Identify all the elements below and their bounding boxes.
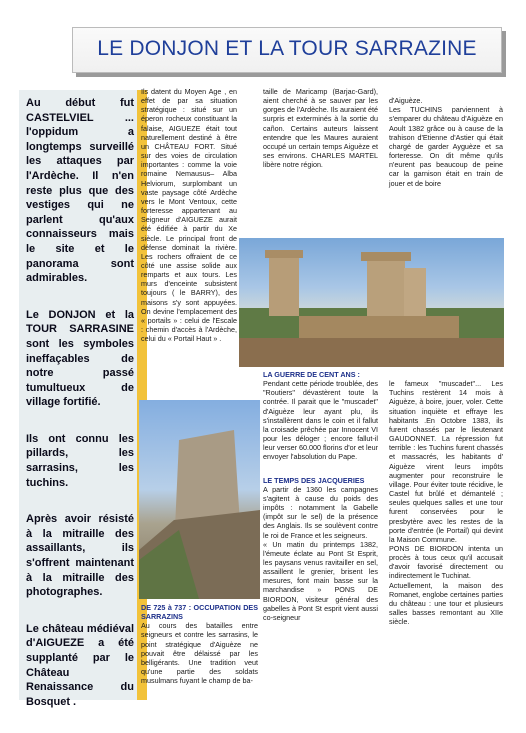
- page-title: LE DONJON ET LA TOUR SARRAZINE: [97, 37, 477, 60]
- occupation-text: Au cours des batailles entre seigneurs et contre les sarrasins, le point stratégique d'Aiguèze ne pouvait être délaissé par les belligérants. Une tradition veut qu'une partie des soldats musulmans fuyant le champ de ba-: [141, 621, 258, 686]
- column-2-top-text: taille de Maricamp (Barjac-Gard), aient cherché à se sauver par les gorges de l'Ardèche. Ils auraient été surpris et exterminés à la sortie du cañon. Certains auteurs laissent entendre que les Maures auraient occupé un certain temps Aiguèze et ses environs. CHARLES MARTEL libère notre région.: [263, 87, 378, 170]
- sidebar-paragraph: Ils ont connu les pillards, les sarrasins, les tuchins.: [26, 432, 134, 489]
- sidebar-paragraph: Après avoir résisté à la mitraille des assaillants, ils s'offrent maintenant à la mitraille des photographes.: [26, 513, 134, 599]
- tower-photo: [139, 400, 260, 599]
- guerre-section: [263, 370, 378, 622]
- castle-photo: [239, 238, 504, 367]
- jacqueries-heading: LE TEMPS DES JACQUERIES: [263, 475, 365, 485]
- title-banner: [72, 27, 502, 73]
- column-1: [141, 87, 237, 343]
- sidebar: [19, 90, 147, 708]
- column-3-top: [389, 87, 503, 197]
- occupation-heading: DE 725 à 737 : OCCUPATION DES SARRAZINS: [141, 603, 258, 622]
- column-3-bottom-text: le fameux "muscadet"... Les Tuchins restèrent 14 mois à Aiguèze, à boire, jouer, voler. Cette situation inquiète et effraye les habitants .En Octobre 1383, ils furent chassés par le lieutenant GAUDONNET. La répression fut terrible : les Tuchins furent chassés et massacrés, les habitants d' Aiguèze virent leurs impôts augmenter pour reconstruire le village. Pour éviter toute récidive, le Castel fut brûlé et démantelé ; seules quelques salles et une tour furent conservées pour le presbytère avec les restes de la porte d'entrée (le Portail) qui devint la Maison Commune. PONS DE BIORDON intenta un procès à tous ceux qu'il accusait d'avoir favorisé directement ou indirectement le Tuchinat. Actuellement, la maison des Romanet, englobe certaines parties du château : une tour et plusieurs salles basses remontant au XIIe siècle.: [389, 379, 503, 627]
- column-2-top: [263, 87, 378, 169]
- sidebar-paragraph: Le château médiéval d'AIGUEZE a été supplanté par le Château Renaissance du Bosquet .: [26, 622, 134, 708]
- sidebar-paragraph: Au début fut CASTELVIEL ... l'oppidum a longtemps surveillé les attaques par l'Ardèche. Il n'en reste plus que des vestiges qui ne parlent qu'aux connaisseurs mais le site et le panorama sont admirables.: [26, 97, 134, 285]
- guerre-heading: LA GUERRE DE CENT ANS :: [263, 370, 360, 379]
- sidebar-paragraph: Le DONJON et la TOUR SARRASINE sont les symboles ineffaçables de notre passé tumultueux de village fortifié.: [26, 308, 134, 409]
- occupation-section: [141, 603, 258, 685]
- castle-illustration: [239, 238, 504, 367]
- column-1-text: Ils datent du Moyen Age , en effet de par sa situation stratégique : situé sur un éperon rocheux constituant la falaise, AIGUEZE était tout naturellement destiné à être un CHÂTEAU FORT. Situé sur des voies de circulation importantes : comme la voie romaine Nemausus– Alba Helviorum, surplombant un vaste paysage côté Ardèche vers le Mont Ventoux, cette forteresse appartenant au Seigneur d'AIGUEZE aurait été édifiée à partir du Xe siècle. Le principal front de défense dominait la rivière. Les rochers offraient de ce côté une assise solide aux remparts et aux tours. Les murs d'enceinte subsistent toujours ( le BARRY), des maisons s'y sont appuyées. On devine l'emplacement des « portails » : celui de l'Escale : chemin d'accès à l'Ardèche, celui du « Portail Haut » .: [141, 87, 237, 344]
- guerre-text: Pendant cette période troublée, des "Routiers" dévastèrent toute la contrée. Il parait que le "muscadet" d'Aiguèze leur ayant plu, ils s'installèrent dans le coin et il fallut la croisade prêchée par Innocent VI pour les déloger ; encore fallut-il leur verser 60.000 florins d'or et leur envoyer l'absolution du Pape.: [263, 379, 378, 462]
- tower-illustration: [139, 400, 260, 599]
- column-3-bottom: [389, 370, 503, 636]
- jacqueries-text: A partir de 1360 les campagnes s'agitent à cause du poids des impôts : notamment la Gabelle (impôt sur le sel) de la présence des Anglais. Ils se soulèvent contre le roi de France et les seigneurs. « Un matin du printemps 1382, l'émeute éclate au Pont St Esprit, les paysans venus ravitailler en sel, assaillent le grenier, brisent les mesures, font main basse sur la marchandise » PONS DE BIORDON, visiteur général des gabelles à Pont St esprit vient aussi co-seigneur: [263, 484, 378, 622]
- column-3-top-text: d'Aiguèze. Les TUCHINS parviennent à s'emparer du château d'Aiguèze en Aoult 1382 grâce ou à cause de la trahison d'Etienne d'Astier qui était chargé de garder Ayguèze et sa forteresse. On dit même qu'ils n'eurent pas beaucoup de peine car la garnison était en train de jouer et de boire: [389, 96, 503, 188]
